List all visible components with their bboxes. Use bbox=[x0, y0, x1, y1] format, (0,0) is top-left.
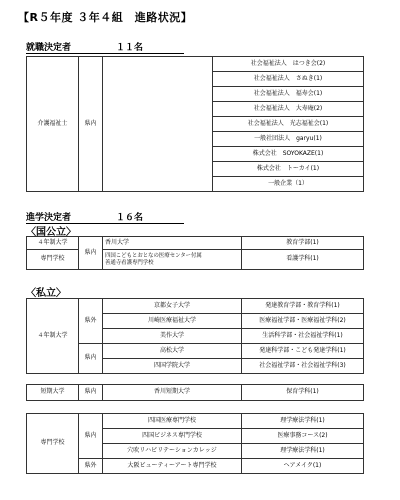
region-cell: 県外 bbox=[79, 459, 103, 474]
employer-cell: 社会福祉法人 福寿会(1) bbox=[213, 87, 364, 102]
dept-cell: 発達科学部・こども発達学科(1) bbox=[242, 344, 364, 359]
employment-count: １１名 bbox=[116, 43, 144, 53]
employer-cell: 社会福祉法人 大寿庵(2) bbox=[213, 102, 364, 117]
dept-cell: 医療事務コース(2) bbox=[242, 429, 364, 444]
school-cell: 香川大学 bbox=[103, 237, 242, 250]
school-cell: 京都女子大学 bbox=[103, 299, 242, 314]
public-section-label: 〈国公立〉 bbox=[26, 227, 76, 238]
advancement-heading bbox=[26, 210, 184, 224]
employment-heading-label: 就職決定者 bbox=[26, 43, 72, 53]
employer-cell: 株式会社 トーカイ(1) bbox=[213, 162, 364, 177]
junior-college-table bbox=[26, 384, 364, 401]
private-senmon-table bbox=[26, 413, 364, 474]
region-cell: 県内 bbox=[79, 57, 103, 192]
dept-cell: 看護学科(1) bbox=[242, 250, 364, 270]
dept-cell: 保育学科(1) bbox=[242, 385, 364, 401]
table-row bbox=[27, 299, 364, 314]
employment-table bbox=[26, 56, 364, 192]
advancement-heading-label: 進学決定者 bbox=[26, 213, 72, 223]
dept-cell: 理学療法学科(1) bbox=[242, 444, 364, 459]
private-univ-table bbox=[26, 298, 364, 374]
school-cell: 穴吹リハビリテーションカレッジ bbox=[103, 444, 242, 459]
dept-cell: 医療福祉学部・医療福祉学科(2) bbox=[242, 314, 364, 329]
advancement-count: １６名 bbox=[116, 213, 144, 223]
school-cell: 四国ビジネス専門学校 bbox=[103, 429, 242, 444]
school-cell: 美作大学 bbox=[103, 329, 242, 344]
dept-cell: 社会福祉学部・社会福祉学科(3) bbox=[242, 359, 364, 374]
employer-cell: 株式会社 SOYOKAZE(1) bbox=[213, 147, 364, 162]
employer-cell: 社会福祉法人 はつき会(2) bbox=[213, 57, 364, 72]
page-title: 【R５年度 ３年４組 進路状況】 bbox=[18, 11, 193, 24]
public-table bbox=[26, 236, 364, 270]
school-cell: 川崎医療福祉大学 bbox=[103, 314, 242, 329]
region-cell: 県内 bbox=[79, 237, 103, 270]
school-cell: 四国学院大学 bbox=[103, 359, 242, 374]
employment-underline bbox=[26, 53, 184, 54]
employer-cell: 一般企業（1） bbox=[213, 177, 364, 192]
table-row bbox=[27, 385, 364, 401]
school-cell: 高松大学 bbox=[103, 344, 242, 359]
region-cell: 県内 bbox=[79, 344, 103, 374]
region-cell: 県内 bbox=[79, 385, 103, 401]
dept-cell: 生活科学部・社会福祉学科(1) bbox=[242, 329, 364, 344]
table-row bbox=[27, 414, 364, 429]
dept-cell: 教育学部(1) bbox=[242, 237, 364, 250]
school-cell: 四国こどもとおとなの医療センター付属 善通寺看護専門学校 bbox=[103, 250, 242, 270]
school-type-cell: 短期大学 bbox=[27, 385, 79, 401]
school-type-cell: ４年制大学 bbox=[27, 299, 79, 374]
employer-cell: 一般社団法人 garyu(1) bbox=[213, 132, 364, 147]
school-type-cell: 専門学校 bbox=[27, 250, 79, 270]
region-cell: 県外 bbox=[79, 299, 103, 344]
dept-cell: 理学療法学科(1) bbox=[242, 414, 364, 429]
school-cell: 四国医療専門学校 bbox=[103, 414, 242, 429]
dept-cell: ヘアメイク(1) bbox=[242, 459, 364, 474]
table-row bbox=[27, 250, 364, 270]
employer-cell: 社会福祉法人 光志福祉会(1) bbox=[213, 117, 364, 132]
employer-cell: 社会福祉法人 さぬき(1) bbox=[213, 72, 364, 87]
school-type-cell: 専門学校 bbox=[27, 414, 79, 474]
school-cell: 大阪ビューティーアート専門学校 bbox=[103, 459, 242, 474]
spacer-cell bbox=[103, 57, 213, 192]
table-row bbox=[27, 237, 364, 250]
private-section-label: 〈私立〉 bbox=[26, 288, 66, 299]
school-type-cell: ４年制大学 bbox=[27, 237, 79, 250]
region-cell: 県内 bbox=[79, 414, 103, 459]
school-cell: 香川短期大学 bbox=[103, 385, 242, 401]
employment-heading bbox=[26, 40, 184, 54]
table-row bbox=[27, 57, 364, 72]
job-category-cell: 介護福祉士 bbox=[27, 57, 79, 192]
dept-cell: 発達教育学部・教育学科(1) bbox=[242, 299, 364, 314]
